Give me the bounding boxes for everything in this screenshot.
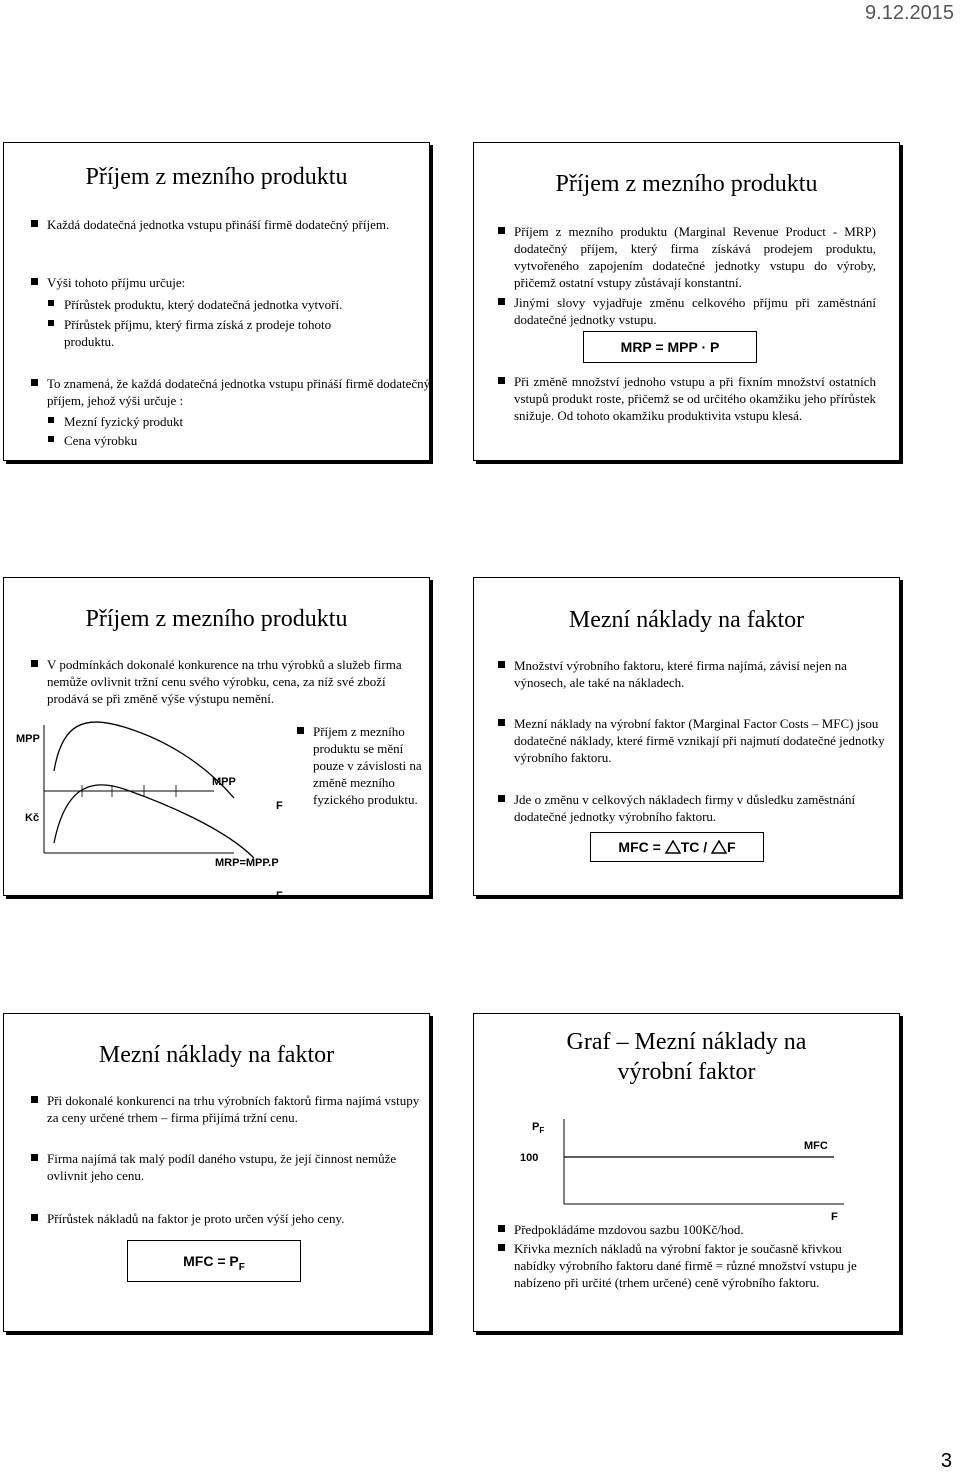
formula-sub: F xyxy=(238,1261,245,1273)
mfc-price-formula xyxy=(127,1240,301,1282)
bullet: Příjem z mezního produktu (Marginal Revenue Product - MRP) dodatečný příjem, který firma získává prodejem produktu, vytvořeného zapojením dodatečné jednotky vstupu do výroby, přičemž ostatní vstupy zůstávají konstantní. xyxy=(498,223,876,291)
bullet: Příjem z mezního produktu se mění pouze v závislosti na změně mezního fyzického produktu. xyxy=(297,723,433,808)
graph-label-mpp-axis: MPP xyxy=(16,733,40,745)
slide-title: Příjem z mezního produktu xyxy=(85,606,348,632)
graph-label-f: F xyxy=(831,1211,838,1223)
slide-title: Příjem z mezního produktu xyxy=(555,171,818,197)
slide-title: Mezní náklady na faktor xyxy=(568,607,805,633)
slide-1 xyxy=(3,142,430,461)
bullet: To znamená, že každá dodatečná jednotka vstupu přináší firmě dodatečný příjem, jehož výši určuje : xyxy=(31,375,432,409)
slide-title: Graf – Mezní náklady na výrobní faktor xyxy=(566,1029,807,1085)
slide-4 xyxy=(473,577,900,896)
delta-icon xyxy=(665,840,681,854)
slide-2 xyxy=(473,142,900,461)
bullet: Každá dodatečná jednotka vstupu přináší firmě dodatečný příjem. xyxy=(31,216,417,233)
bullet: V podmínkách dokonalé konkurence na trhu výrobků a služeb firma nemůže ovlivnit tržní cenu svého výrobku, cena, za níž své zboží prodává se při změně výše výstupu nemění. xyxy=(31,656,417,707)
bullet: Výši tohoto příjmu určuje: xyxy=(31,274,417,291)
graph-label-kc-axis: Kč xyxy=(25,812,40,824)
graph-label-p-sub: F xyxy=(539,1126,545,1136)
graph-label-mpp-curve: MPP xyxy=(212,776,236,788)
bullet: Předpokládáme mzdovou sazbu 100Kč/hod. xyxy=(498,1221,886,1238)
mrp-curve xyxy=(54,785,254,858)
formula-slash: / xyxy=(699,839,712,855)
formula-f: F xyxy=(727,839,736,855)
page-date: 9.12.2015 xyxy=(865,2,954,24)
slide-5 xyxy=(3,1013,430,1332)
mfc-formula xyxy=(590,832,764,862)
mpp-mrp-graph xyxy=(4,713,294,897)
bullet: Přírůstek nákladů na faktor je proto určen výší jeho ceny. xyxy=(31,1210,427,1227)
bullet: Mezní náklady na výrobní faktor (Marginal Factor Costs – MFC) jsou dodatečné náklady, které firmě vznikají při najmutí dodatečné jednotky výrobního faktoru. xyxy=(498,715,886,766)
bullet: Křivka mezních nákladů na výrobní faktor je současně křivkou nabídky výrobního faktoru dané firmě = různé množství vstupu je nabízeno při určité (trhem určené) ceně výrobního faktoru. xyxy=(498,1240,886,1291)
slide-3 xyxy=(3,577,430,902)
slide-title: Příjem z mezního produktu xyxy=(85,164,348,190)
graph-label-p: P xyxy=(532,1121,540,1133)
page-number: 3 xyxy=(940,1450,952,1472)
graph-label-pf xyxy=(532,1121,544,1137)
formula-tc: TC xyxy=(680,839,700,855)
graph-label-mrp-curve: MRP=MPP.P xyxy=(215,857,279,869)
formula-lhs: MFC = xyxy=(618,839,665,855)
sub-bullet: Mezní fyzický produkt xyxy=(48,413,364,430)
graph-label-f-bottom: F xyxy=(276,890,283,902)
delta-icon xyxy=(711,840,727,854)
graph-label-100: 100 xyxy=(520,1152,539,1164)
bullet: Jde o změnu v celkových nákladech firmy v důsledku zaměstnání dodatečné jednotky výrobního faktoru. xyxy=(498,791,886,825)
slide-6 xyxy=(473,1013,900,1332)
sub-bullet: Přírůstek příjmu, který firma získá z prodeje tohoto produktu. xyxy=(48,316,384,350)
formula-lhs: MFC = P xyxy=(183,1253,239,1269)
slide-title: Mezní náklady na faktor xyxy=(98,1042,335,1068)
bullet: Při dokonalé konkurenci na trhu výrobních faktorů firma najímá vstupy za ceny určené trhem – firma přijímá tržní cenu. xyxy=(31,1092,427,1126)
bullet: Při změně množství jednoho vstupu a při fixním množství ostatních vstupů produkt roste, přičemž se od určitého okamžiku jeho přírůstek snižuje. Od tohoto okamžiku produktivita vstupu klesá. xyxy=(498,373,876,424)
graph-label-f-top: F xyxy=(276,800,283,812)
mrp-formula: MRP = MPP · P xyxy=(583,331,757,363)
sub-bullet: Cena výrobku xyxy=(48,432,364,449)
graph-label-mfc: MFC xyxy=(804,1140,828,1152)
bullet: Jinými slovy vyjadřuje změnu celkového příjmu při zaměstnání dodatečné jednotky vstupu. xyxy=(498,294,876,328)
sub-bullet: Přírůstek produktu, který dodatečná jednotka vytvoří. xyxy=(48,296,414,313)
bullet: Firma najímá tak malý podíl daného vstupu, že její činnost nemůže ovlivnit jeho cenu. xyxy=(31,1150,427,1184)
bullet: Množství výrobního faktoru, které firma najímá, závisí nejen na výnosech, ale také na nákladech. xyxy=(498,657,886,691)
